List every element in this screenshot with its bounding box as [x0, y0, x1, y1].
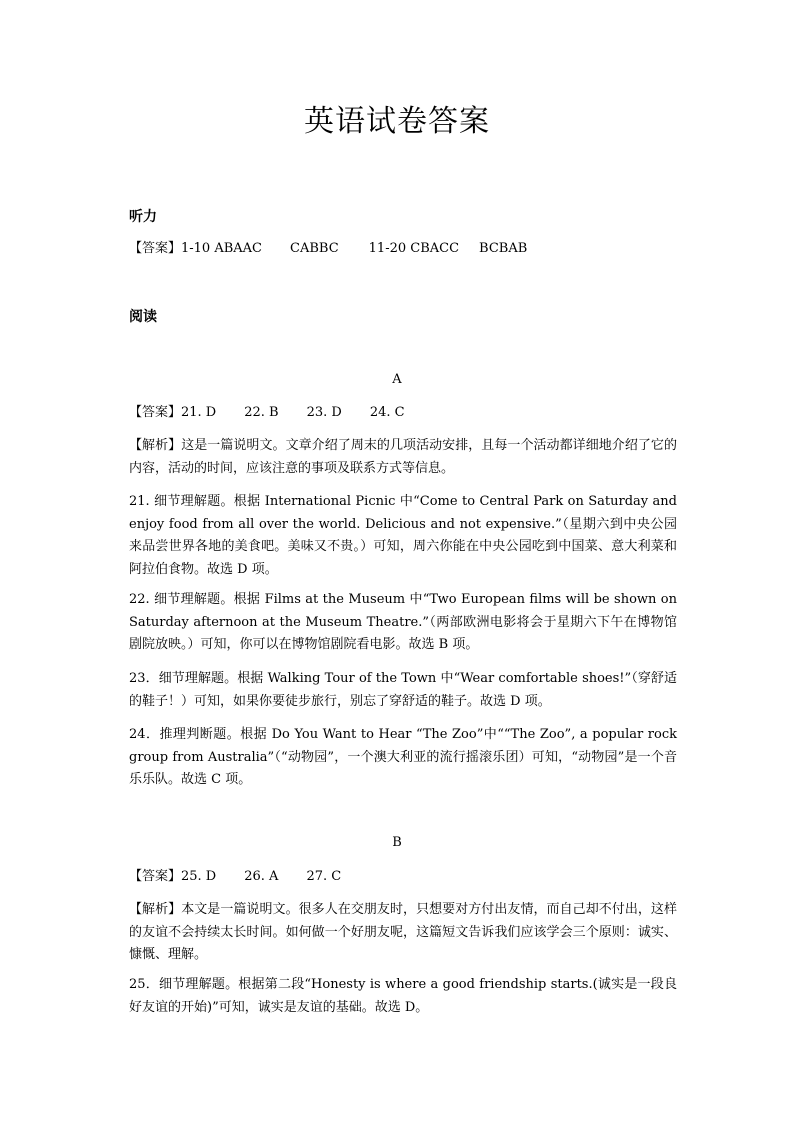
- section-b-question-25: 25．细节理解题。根据第二段“Honesty is where a good friendship starts.(诚实是一段良好友谊的开始)”可知，诚实是友谊的基础。故选 D。: [129, 977, 677, 1015]
- section-b-answer-26: 26. A: [244, 869, 279, 884]
- listening-answer-group-3: 11-20 CBACC: [368, 241, 460, 256]
- section-a-label: A: [392, 372, 402, 387]
- section-a-answer-23: 23. D: [306, 405, 342, 420]
- reading-heading: 阅读: [129, 309, 157, 325]
- listening-heading: 听力: [129, 209, 157, 225]
- section-a-answer-24: 24. C: [369, 405, 405, 420]
- document-title: 英语试卷答案: [304, 104, 490, 139]
- section-b-answer-27: 27. C: [306, 869, 342, 884]
- section-a-question-21: 21. 细节理解题。根据 International Picnic 中“Come to Central Park on Saturday and enjoy food from all over the world. Delicious and not expensive.”（星期六到中央公园来品尝世界各地的美食吧。美味又不贵。）可知，周六你能在中央公园吃到中国菜、意大利菜和阿拉伯食物。故选 D 项。: [129, 494, 677, 577]
- section-b-analysis: 【解析】本文是一篇说明文。很多人在交朋友时，只想要对方付出友情，而自己却不付出，这样的友谊不会持续太长时间。如何做一个好朋友呢，这篇短文告诉我们应该学会三个原则：诚实、慷慨、理解。: [129, 902, 677, 962]
- section-b-answer-line: [129, 866, 677, 889]
- section-a-answer-22: 22. B: [244, 405, 279, 420]
- listening-answer-group-4: BCBAB: [479, 241, 528, 256]
- section-a-question-23: 23．细节理解题。根据 Walking Tour of the Town 中“Wear comfortable shoes!”（穿舒适的鞋子！）可知，如果你要徒步旅行，别忘了穿舒适的鞋子。故选 D 项。: [129, 671, 677, 709]
- section-a-answer-21: 【答案】21. D: [129, 405, 217, 420]
- section-a-analysis: 【解析】这是一篇说明文。文章介绍了周末的几项活动安排，且每一个活动都详细地介绍了它的内容，活动的时间，应该注意的事项及联系方式等信息。: [129, 438, 677, 476]
- section-a-question-22: 22. 细节理解题。根据 Films at the Museum 中“Two European films will be shown on Saturday afternoon at the Museum Theatre.”（两部欧洲电影将会于星期六下午在博物馆剧院放映。）可知，你可以在博物馆剧院看电影。故选 B 项。: [129, 592, 677, 652]
- listening-answer-group-2: CABBC: [290, 241, 339, 256]
- section-b-label: B: [392, 835, 402, 850]
- listening-answer-group-1: 【答案】1-10 ABAAC: [129, 241, 263, 256]
- listening-answer-line: [129, 238, 677, 261]
- section-a-answer-line: [129, 402, 677, 425]
- section-a-question-24: 24．推理判断题。根据 Do You Want to Hear “The Zoo”中““The Zoo”, a popular rock group from Australia”（“动物园”，一个澳大利亚的流行摇滚乐团）可知，“动物园”是一个音乐乐队。故选 C 项。: [129, 727, 677, 787]
- section-b-answer-25: 【答案】25. D: [129, 869, 217, 884]
